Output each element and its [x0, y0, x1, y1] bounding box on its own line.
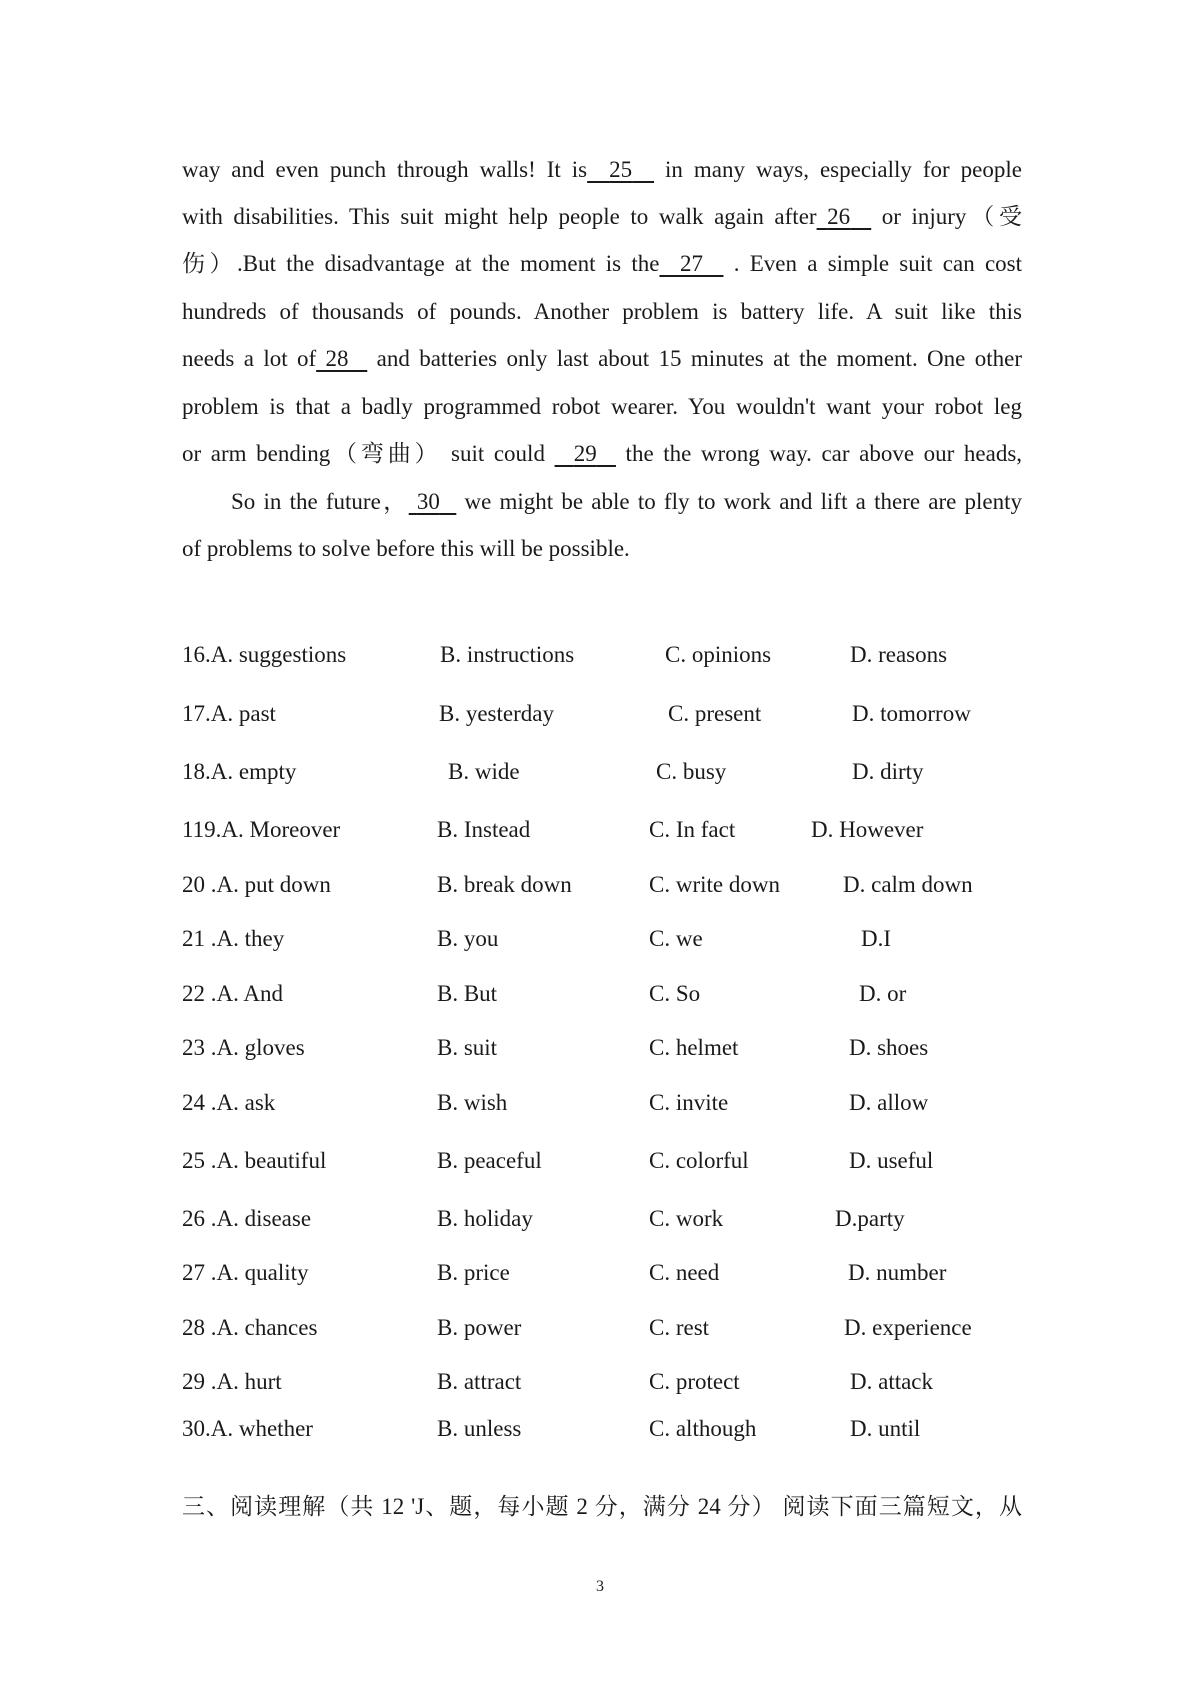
- option-row: [0, 1204, 1200, 1234]
- option-d: D. experience: [844, 1315, 972, 1340]
- option-b: B. instructions: [440, 642, 575, 667]
- passage-text: we might be able to fly to work and lift a there are plenty: [456, 489, 1022, 514]
- passage-line-2: [182, 193, 1022, 241]
- option-c: C. we: [649, 926, 703, 951]
- option-c: C. colorful: [649, 1148, 749, 1173]
- passage-text: the the wrong way. car above our heads,: [615, 441, 1023, 466]
- passage-text: or arm bending（弯曲） suit could: [182, 441, 555, 466]
- passage-line-5: [182, 335, 1022, 383]
- option-a: 27 .A. quality: [182, 1260, 309, 1285]
- passage-text: with disabilities. This suit might help people to walk again after: [182, 204, 817, 229]
- option-d: D.party: [835, 1206, 905, 1231]
- option-d: D. reasons: [850, 642, 948, 667]
- option-a: 23 .A. gloves: [182, 1035, 305, 1060]
- option-a: 18.A. empty: [182, 759, 297, 784]
- option-c: C. So: [649, 981, 701, 1006]
- option-c: C. protect: [649, 1369, 740, 1394]
- option-d: D. allow: [849, 1090, 929, 1115]
- option-a: 30.A. whether: [182, 1416, 313, 1441]
- option-c: C. present: [668, 701, 762, 726]
- option-a: 22 .A. And: [182, 981, 283, 1006]
- option-a: 28 .A. chances: [182, 1315, 318, 1340]
- passage-text: or injury（受: [871, 204, 1022, 229]
- option-b: B. break down: [437, 872, 572, 897]
- option-d: D. dirty: [852, 759, 924, 784]
- passage-text: and batteries only last about 15 minutes at the moment. One other: [367, 346, 1023, 371]
- passage-text: So in the future，: [231, 489, 409, 514]
- blank-27: 27: [679, 251, 703, 276]
- option-c: C. invite: [649, 1090, 729, 1115]
- page-number: 3: [596, 1578, 604, 1595]
- section-heading: 三、阅读理解（共 12 'J、题，每小题 2 分，满分 24 分） 阅读下面三篇短文，从: [182, 1494, 1022, 1519]
- option-b: B. wish: [437, 1090, 508, 1115]
- option-row: [0, 640, 1200, 670]
- option-d: D. However: [811, 817, 924, 842]
- passage-line-8: [231, 478, 1022, 526]
- option-d: D. attack: [850, 1369, 934, 1394]
- option-row: [0, 1414, 1200, 1444]
- blank-29: 29: [573, 441, 597, 466]
- passage-text: in many ways, especially for people: [654, 157, 1022, 182]
- option-row: [0, 924, 1200, 954]
- option-d: D. number: [848, 1260, 947, 1285]
- passage-text: way and even punch through walls! It is: [182, 157, 588, 182]
- option-row: [0, 1258, 1200, 1288]
- option-b: B. wide: [448, 759, 520, 784]
- option-c: C. rest: [649, 1315, 710, 1340]
- option-a: 21 .A. they: [182, 926, 285, 951]
- option-row: [0, 979, 1200, 1009]
- option-c: C. opinions: [665, 642, 772, 667]
- option-row: [0, 1088, 1200, 1118]
- option-c: C. although: [649, 1416, 757, 1441]
- option-b: B. holiday: [437, 1206, 533, 1231]
- option-c: C. work: [649, 1206, 724, 1231]
- option-c: C. busy: [656, 759, 727, 784]
- option-a: 20 .A. put down: [182, 872, 331, 897]
- passage-text: of problems to solve before this will be possible.: [182, 536, 630, 561]
- option-c: C. need: [649, 1260, 720, 1285]
- passage-line-7: [182, 430, 1022, 478]
- option-d: D. shoes: [849, 1035, 929, 1060]
- option-row: [0, 1367, 1200, 1397]
- passage-text: 伤）.But the disadvantage at the moment is the: [182, 251, 660, 276]
- passage-line-6: [182, 383, 1022, 431]
- option-b: B. peaceful: [437, 1148, 542, 1173]
- option-b: B. price: [437, 1260, 510, 1285]
- option-b: B. power: [437, 1315, 522, 1340]
- passage-line-4: [182, 288, 1022, 336]
- option-a: 25 .A. beautiful: [182, 1148, 327, 1173]
- passage-line-1: [182, 146, 1022, 194]
- option-b: B. you: [437, 926, 499, 951]
- passage-line-3: [182, 240, 1022, 288]
- option-d: D. calm down: [843, 872, 973, 897]
- option-b: B. Instead: [437, 817, 531, 842]
- blank-26: 26: [827, 204, 851, 229]
- passage-text: . Even a simple suit can cost: [723, 251, 1023, 276]
- option-c: C. In fact: [649, 817, 736, 842]
- option-b: B. But: [437, 981, 498, 1006]
- option-row: [0, 757, 1200, 787]
- option-b: B. attract: [437, 1369, 522, 1394]
- passage-text: hundreds of thousands of pounds. Another problem is battery life. A suit like this: [182, 299, 1022, 324]
- option-row: [0, 870, 1200, 900]
- option-a: 17.A. past: [182, 701, 276, 726]
- blank-25: 25: [609, 157, 633, 182]
- passage-text: needs a lot of: [182, 346, 317, 371]
- option-d: D. tomorrow: [852, 701, 971, 726]
- option-d: D. useful: [849, 1148, 934, 1173]
- option-c: C. write down: [649, 872, 780, 897]
- blank-28: 28: [325, 346, 349, 371]
- option-b: B. suit: [437, 1035, 498, 1060]
- option-b: B. yesterday: [439, 701, 554, 726]
- option-a: 26 .A. disease: [182, 1206, 312, 1231]
- option-a: 16.A. suggestions: [182, 642, 347, 667]
- option-c: C. helmet: [649, 1035, 739, 1060]
- option-row: [0, 1146, 1200, 1176]
- passage-text: problem is that a badly programmed robot wearer. You wouldn't want your robot leg: [182, 394, 1022, 419]
- passage-line-9: [182, 525, 1022, 573]
- option-d: D. or: [859, 981, 907, 1006]
- option-a: 24 .A. ask: [182, 1090, 276, 1115]
- option-d: D.I: [861, 926, 892, 951]
- option-a: 29 .A. hurt: [182, 1369, 282, 1394]
- option-d: D. until: [850, 1416, 921, 1441]
- option-row: [0, 815, 1200, 845]
- option-a: 119.A. Moreover: [182, 817, 341, 842]
- option-b: B. unless: [437, 1416, 522, 1441]
- blank-30: 30: [416, 489, 440, 514]
- option-row: [0, 1313, 1200, 1343]
- option-row: [0, 699, 1200, 729]
- option-row: [0, 1033, 1200, 1063]
